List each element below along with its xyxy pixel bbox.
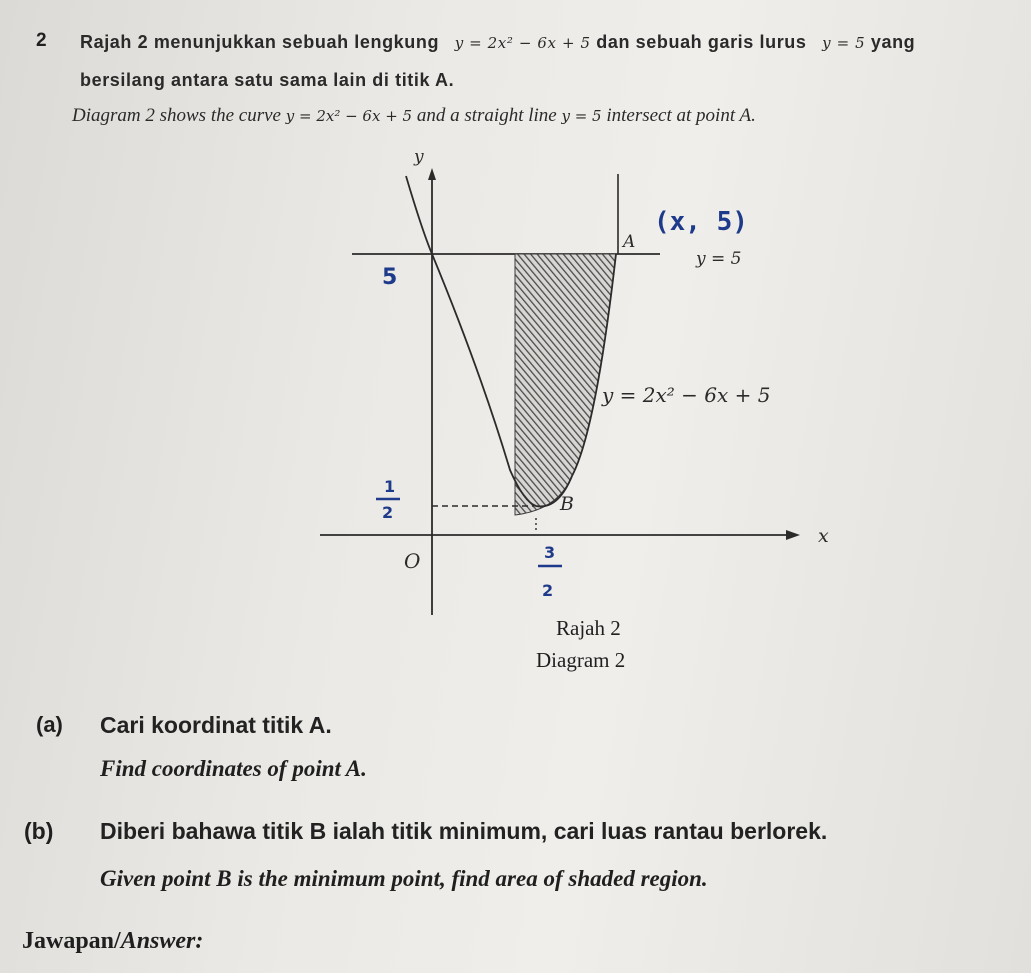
question-text-malay-line2: bersilang antara satu sama lain di titik A. bbox=[80, 70, 455, 90]
part-a-english: Find coordinates of point A. bbox=[100, 756, 367, 781]
curve-equation-label: y = 2x² − 6x + 5 bbox=[602, 383, 771, 407]
diagram-2 bbox=[310, 140, 830, 620]
x-axis-label: x bbox=[818, 525, 829, 547]
part-a-malay: Cari koordinat titik A. bbox=[100, 712, 332, 738]
min-y-denominator: 2 bbox=[382, 503, 394, 522]
english-prefix: Diagram 2 shows the curve bbox=[72, 105, 281, 126]
malay-prefix: Rajah 2 menunjukkan sebuah lengkung bbox=[80, 32, 440, 52]
malay-mid: dan sebuah garis lurus bbox=[596, 32, 807, 52]
english-curve-equation: y = 2x² − 6x + 5 bbox=[285, 107, 413, 125]
handwritten-y-intercept: 5 bbox=[382, 265, 398, 290]
malay-line-equation: y = 5 bbox=[822, 34, 866, 52]
english-mid: and a straight line bbox=[416, 105, 557, 126]
diagram-caption-english: Diagram 2 bbox=[536, 648, 626, 672]
malay-curve-equation: y = 2x² − 6x + 5 bbox=[454, 34, 591, 52]
question-text-malay-line1 bbox=[80, 32, 915, 53]
point-b-label: B bbox=[560, 493, 574, 515]
min-y-numerator: 1 bbox=[384, 477, 396, 496]
english-suffix: intersect at point A. bbox=[606, 105, 756, 126]
answer-label-english: Answer: bbox=[120, 928, 204, 954]
answer-label-malay: Jawapan/ bbox=[22, 928, 121, 954]
english-line-equation: y = 5 bbox=[561, 107, 602, 125]
line-equation-label: y = 5 bbox=[696, 249, 742, 269]
handwritten-min-y-fraction bbox=[376, 477, 400, 522]
malay-suffix: yang bbox=[870, 32, 916, 52]
y-axis-arrow bbox=[428, 168, 436, 180]
question-text-english bbox=[72, 105, 756, 127]
diagram-caption-malay: Rajah 2 bbox=[556, 616, 621, 640]
x-axis-arrow bbox=[786, 530, 800, 540]
part-a-label: (a) bbox=[36, 712, 63, 737]
point-a-label: A bbox=[623, 232, 636, 252]
part-b-label: (b) bbox=[24, 818, 54, 844]
part-b-malay: Diberi bahawa titik B ialah titik minimum, cari luas rantau berlorek. bbox=[100, 818, 828, 844]
min-x-numerator: 3 bbox=[544, 543, 556, 562]
y-axis-label: y bbox=[414, 147, 424, 167]
handwritten-min-x-fraction bbox=[538, 543, 562, 600]
point-a-handwritten-coords: (x, 5) bbox=[654, 207, 748, 237]
min-x-denominator: 2 bbox=[542, 581, 554, 600]
question-number: 2 bbox=[36, 30, 47, 51]
part-b-english: Given point B is the minimum point, find area of shaded region. bbox=[100, 866, 708, 891]
origin-label: O bbox=[404, 549, 421, 573]
answer-label bbox=[22, 928, 203, 955]
shaded-region bbox=[515, 254, 616, 515]
